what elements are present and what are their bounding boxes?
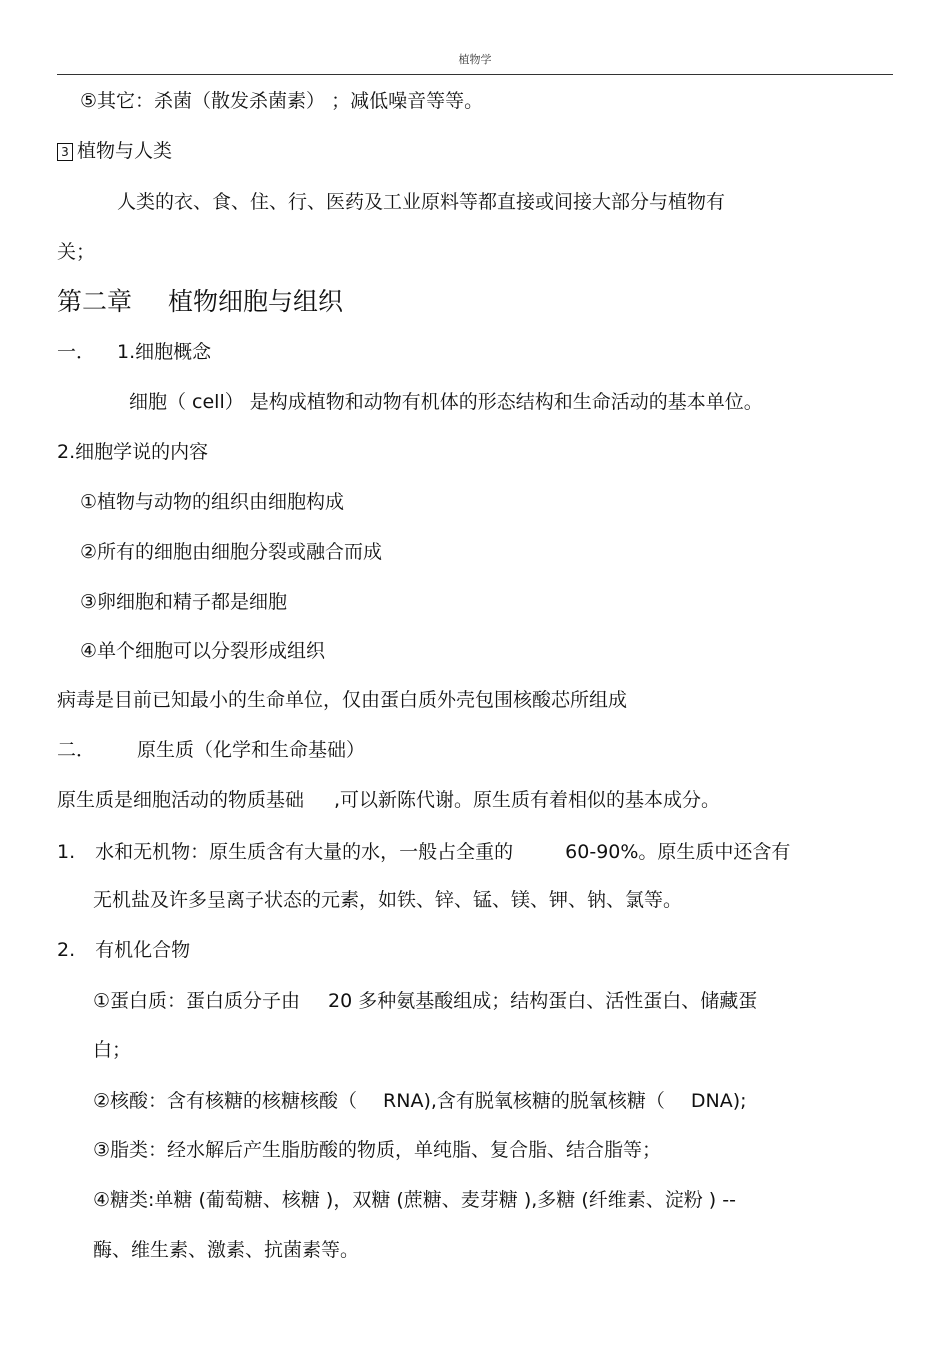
paragraph-line: 无机盐及许多呈离子状态的元素，如铁、锌、锰、镁、钾、钠、氯等。 — [93, 889, 683, 911]
list-item — [93, 1088, 747, 1114]
list-item: ③卵细胞和精子都是细胞 — [80, 591, 288, 613]
section-title — [57, 138, 172, 164]
paragraph-line: 细胞（ cell） 是构成植物和动物有机体的形态结构和生命活动的基本单位。 — [129, 391, 763, 413]
paragraph-fragment: ,可以新陈代谢。原生质有着相似的基本成分。 — [334, 789, 721, 811]
section-title-text: 原生质（化学和生命基础） — [137, 739, 366, 761]
list-item: ③脂类：经水解后产生脂肪酸的物质，单纯脂、复合脂、结合脂等； — [93, 1139, 662, 1161]
boxed-number: 3 — [57, 143, 73, 161]
numbered-item — [57, 839, 790, 865]
paragraph-line: 白； — [93, 1039, 132, 1061]
item-number: 1. — [57, 841, 76, 863]
paragraph-fragment: 原生质是细胞活动的物质基础 — [57, 789, 305, 811]
item-text: 有机化合物 — [95, 939, 191, 961]
chapter-title: 植物细胞与组织 — [168, 287, 344, 316]
section-number: 二． — [57, 739, 96, 761]
list-item: ④单个细胞可以分裂形成组织 — [80, 640, 326, 662]
paragraph-line: 人类的衣、食、住、行、医药及工业原料等都直接或间接大部分与植物有 — [117, 191, 726, 213]
section-title — [57, 339, 211, 365]
page-header: 植物学 — [458, 53, 492, 66]
list-item: ②所有的细胞由细胞分裂或融合而成 — [80, 541, 383, 563]
section-title-text: 1.细胞概念 — [117, 341, 212, 363]
section-number: 一． — [57, 341, 96, 363]
paragraph-line — [57, 787, 720, 813]
item-number: 2. — [57, 939, 76, 961]
subsection-title: 2.细胞学说的内容 — [57, 441, 209, 463]
item-text: 水和无机物：原生质含有大量的水，一般占全重的 — [95, 841, 514, 863]
item-text: 20 多种氨基酸组成；结构蛋白、活性蛋白、储藏蛋 — [328, 990, 758, 1012]
chapter-number: 第二章 — [57, 287, 133, 316]
section-title-text: 植物与人类 — [77, 140, 173, 162]
paragraph-line: 酶、维生素、激素、抗菌素等。 — [93, 1239, 360, 1261]
paragraph-line: 病毒是目前已知最小的生命单位，仅由蛋白质外壳包围核酸芯所组成 — [57, 689, 628, 711]
item-text: ①蛋白质：蛋白质分子由 — [93, 990, 301, 1012]
section-title — [57, 737, 365, 763]
chapter-heading — [57, 286, 343, 318]
header-rule — [57, 74, 893, 75]
item-text: ②核酸：含有核糖的核糖核酸（ — [93, 1090, 358, 1112]
paragraph-line: 关； — [57, 241, 96, 263]
text-line: ⑤其它：杀菌（散发杀菌素） ；减低噪音等等。 — [80, 90, 484, 112]
list-item: ①植物与动物的组织由细胞构成 — [80, 491, 345, 513]
item-text: DNA); — [690, 1090, 747, 1112]
item-text: RNA),含有脱氧核糖的脱氧核糖（ — [383, 1090, 665, 1112]
item-text: 60-90%。原生质中还含有 — [565, 841, 791, 863]
numbered-item — [57, 937, 190, 963]
list-item — [93, 988, 757, 1014]
list-item: ④糖类:单糖 (葡萄糖、核糖 )，双糖 (蔗糖、麦芽糖 ),多糖 (纤维素、淀粉 ) -- — [93, 1189, 736, 1211]
